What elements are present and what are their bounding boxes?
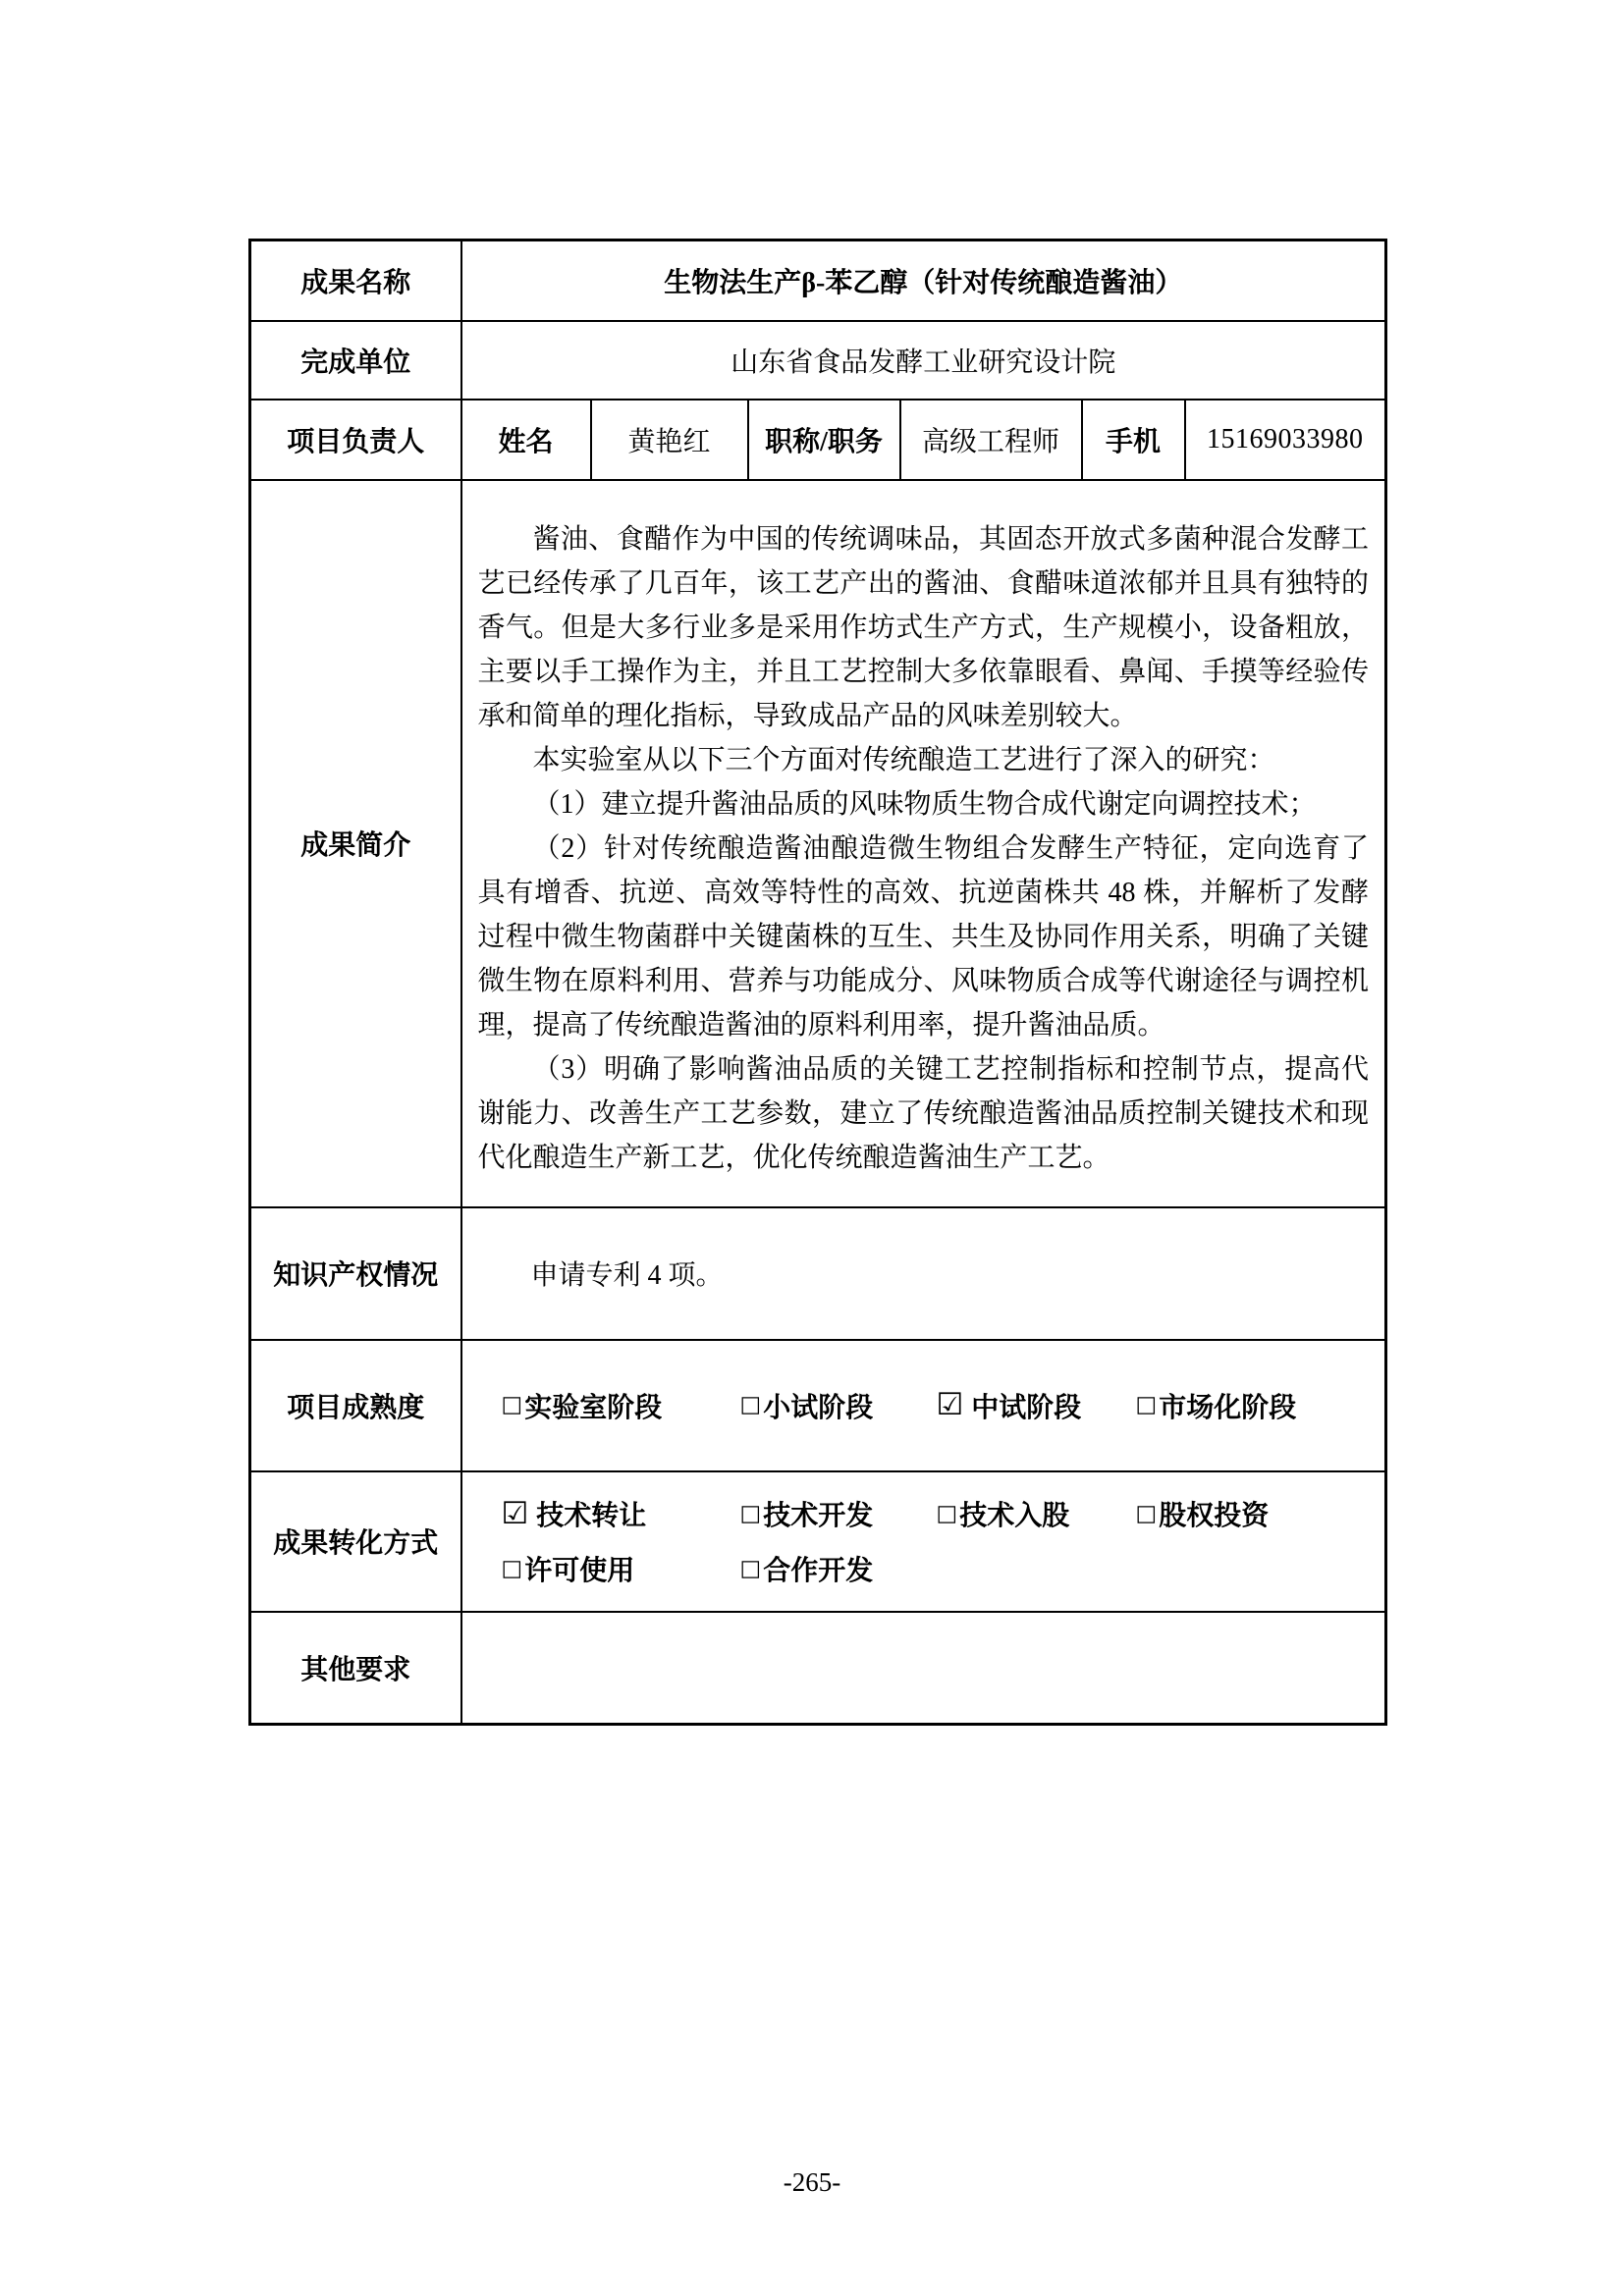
row-transformation-method — [250, 1471, 1386, 1612]
transform-option-label: 股权投资 — [1159, 1501, 1270, 1531]
transform-option-label: 技术转让 — [536, 1501, 647, 1531]
completing-unit-label: 完成单位 — [250, 321, 461, 400]
ip-status-label: 知识产权情况 — [250, 1207, 461, 1340]
leader-mobile-label: 手机 — [1082, 400, 1185, 480]
project-leader-label: 项目负责人 — [250, 400, 461, 480]
transform-option-tech-development — [740, 1494, 937, 1533]
transform-option-equity-investment — [1136, 1494, 1385, 1533]
page-number: -265- — [783, 2167, 841, 2197]
leader-mobile-value: 15169033980 — [1185, 400, 1386, 480]
row-achievement-name — [250, 240, 1386, 321]
row-completing-unit — [250, 321, 1386, 400]
intro-paragraph: （1）建立提升酱油品质的风味物质生物合成代谢定向调控技术； — [532, 789, 1317, 820]
leader-name-value: 黄艳红 — [591, 400, 748, 480]
transform-option-label: 许可使用 — [524, 1556, 635, 1586]
row-achievement-intro — [250, 480, 1386, 1207]
leader-title-label: 职称/职务 — [748, 400, 900, 480]
checkbox-unchecked-icon: □ — [739, 1500, 762, 1526]
maturity-option-market-stage — [1136, 1386, 1385, 1425]
transformation-method-options — [461, 1471, 1386, 1612]
maturity-option-label: 实验室阶段 — [524, 1392, 663, 1423]
achievement-intro-body — [461, 480, 1386, 1207]
achievement-intro-label: 成果简介 — [250, 480, 461, 1207]
checkbox-checked-icon: ☑ — [936, 1387, 964, 1422]
completing-unit-value: 山东省食品发酵工业研究设计院 — [461, 321, 1386, 400]
project-maturity-options — [461, 1340, 1386, 1471]
checkbox-unchecked-icon: □ — [739, 1392, 762, 1417]
checkbox-unchecked-icon: □ — [739, 1555, 762, 1581]
other-requirements-label: 其他要求 — [250, 1612, 461, 1725]
maturity-option-small-test-stage — [740, 1386, 937, 1425]
checkbox-unchecked-icon: □ — [936, 1500, 958, 1526]
transformation-method-label: 成果转化方式 — [250, 1471, 461, 1612]
intro-paragraph: （2）针对传统酿造酱油酿造微生物组合发酵生产特征，定向选育了具有增香、抗逆、高效等特性的高效、抗逆菌株共 48 株，并解析了发酵过程中微生物菌群中关键菌株的互生、共生及协同作用关系，明确了关键微生物在原料利用、营养与功能成分、风味物质合成等代谢途径与调控机理，提高了传统酿造酱油的原料利用率，提升酱油品质。 — [477, 833, 1370, 1041]
maturity-option-label: 市场化阶段 — [1159, 1392, 1297, 1423]
maturity-option-label: 中试阶段 — [971, 1392, 1082, 1423]
row-ip-status — [250, 1207, 1386, 1340]
leader-name-label: 姓名 — [461, 400, 591, 480]
leader-title-value: 高级工程师 — [900, 400, 1082, 480]
checkbox-unchecked-icon: □ — [1135, 1500, 1158, 1526]
checkbox-unchecked-icon: □ — [1135, 1392, 1158, 1417]
project-maturity-label: 项目成熟度 — [250, 1340, 461, 1471]
achievement-name-value: 生物法生产β-苯乙醇（针对传统酿造酱油） — [461, 240, 1386, 321]
maturity-option-pilot-stage — [937, 1386, 1136, 1425]
row-project-maturity — [250, 1340, 1386, 1471]
achievement-form-table — [248, 239, 1387, 1726]
transform-option-label: 合作开发 — [763, 1556, 874, 1586]
row-other-requirements — [250, 1612, 1386, 1725]
intro-paragraph: （3）明确了影响酱油品质的关键工艺控制指标和控制节点，提高代谢能力、改善生产工艺参数，建立了传统酿造酱油品质控制关键技术和现代化酿造生产新工艺，优化传统酿造酱油生产工艺。 — [477, 1054, 1370, 1173]
other-requirements-value — [461, 1612, 1386, 1725]
ip-status-value: 申请专利 4 项。 — [461, 1207, 1386, 1340]
transform-option-license-use — [502, 1549, 740, 1588]
transform-option-tech-equity — [937, 1494, 1136, 1533]
intro-paragraph: 本实验室从以下三个方面对传统酿造工艺进行了深入的研究： — [532, 745, 1275, 775]
transform-option-label: 技术开发 — [763, 1501, 874, 1531]
transform-option-label: 技术入股 — [959, 1501, 1070, 1531]
transform-option-cooperative-development — [740, 1549, 937, 1588]
transform-option-tech-transfer — [502, 1494, 740, 1533]
checkbox-checked-icon: ☑ — [501, 1495, 529, 1531]
checkbox-unchecked-icon: □ — [501, 1392, 523, 1417]
checkbox-unchecked-icon: □ — [501, 1555, 523, 1581]
maturity-option-lab-stage — [502, 1386, 740, 1425]
maturity-option-label: 小试阶段 — [763, 1392, 874, 1423]
achievement-name-label: 成果名称 — [250, 240, 461, 321]
row-project-leader — [250, 400, 1386, 480]
intro-paragraph: 酱油、食醋作为中国的传统调味品，其固态开放式多菌种混合发酵工艺已经传承了几百年，该工艺产出的酱油、食醋味道浓郁并且具有独特的香气。但是大多行业多是采用作坊式生产方式，生产规模小，设备粗放，主要以手工操作为主，并且工艺控制大多依靠眼看、鼻闻、手摸等经验传承和简单的理化指标，导致成品产品的风味差别较大。 — [477, 524, 1370, 731]
